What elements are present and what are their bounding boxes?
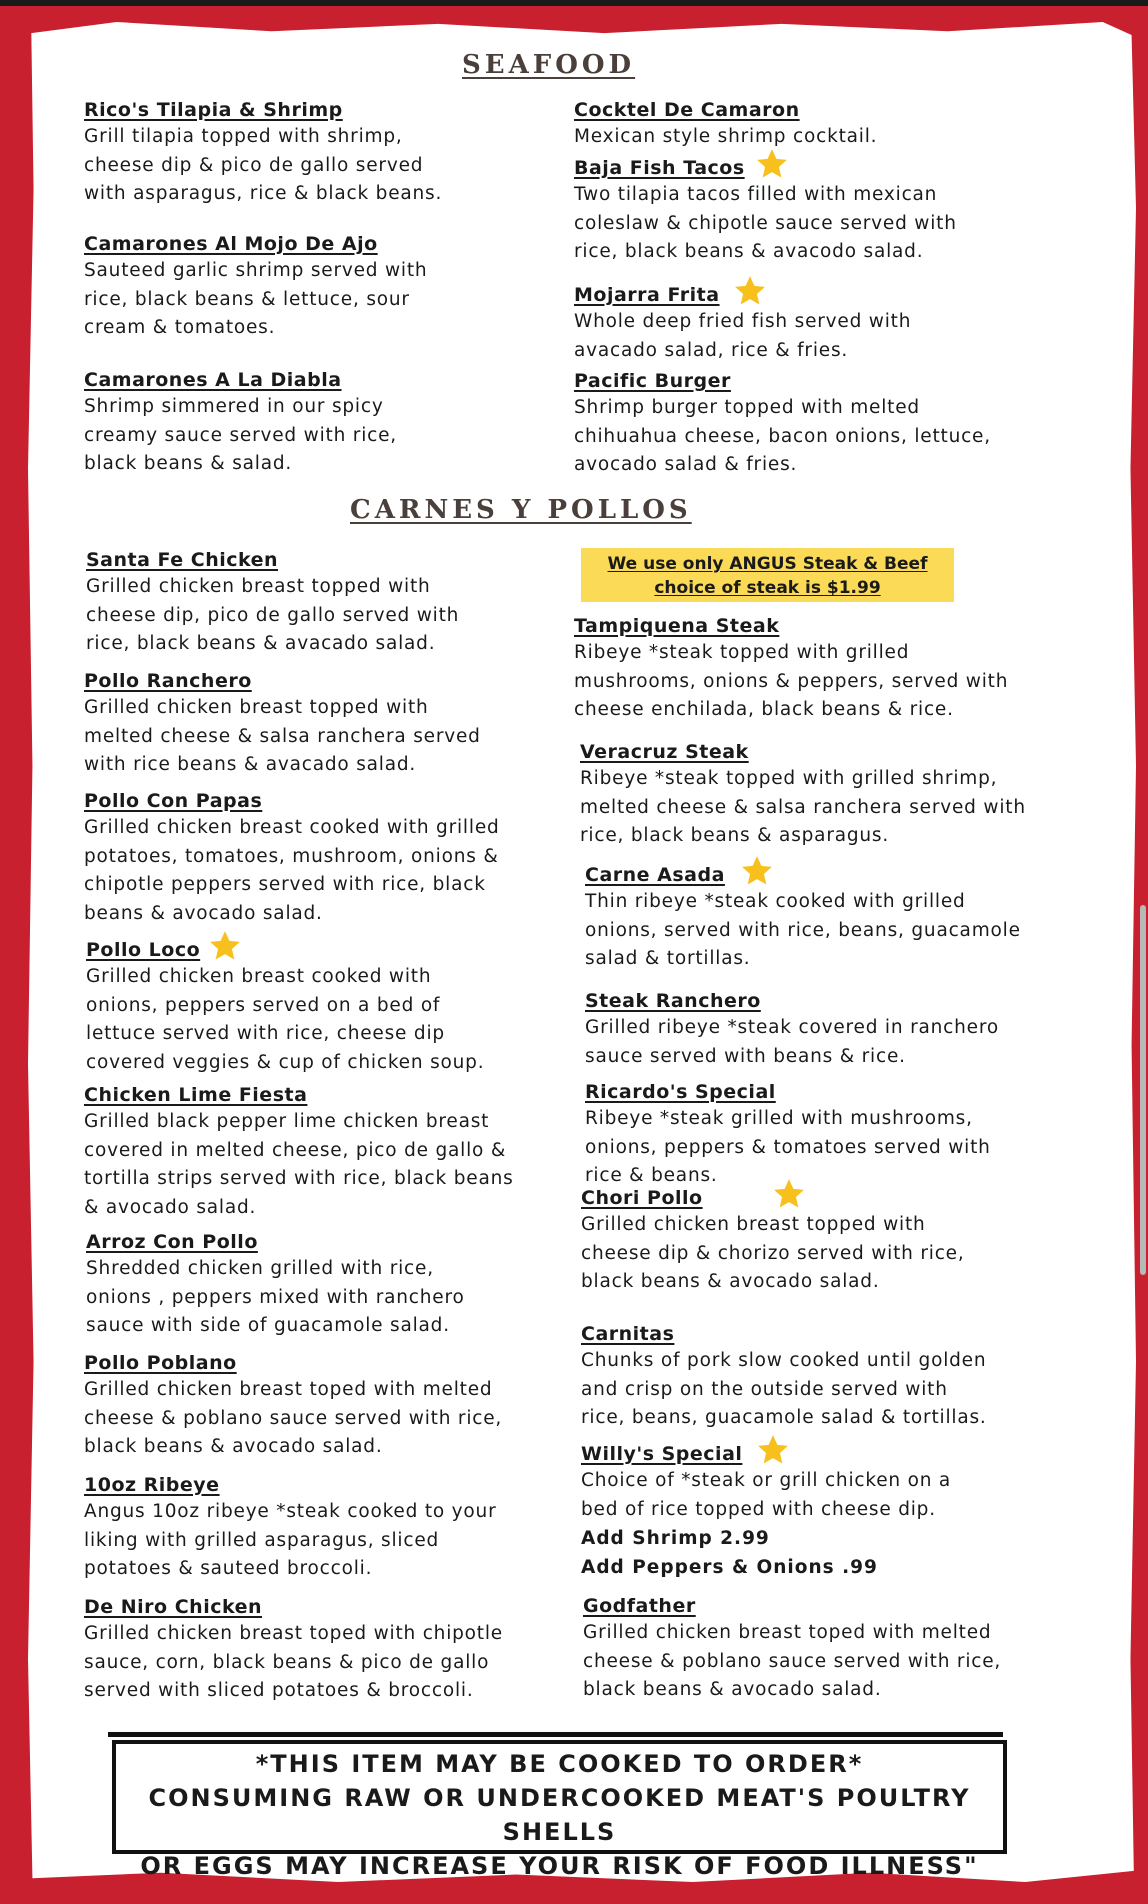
menu-item-description: black beans & avocado salad. — [583, 1679, 882, 1700]
menu-item-description: creamy sauce served with rice, — [84, 424, 397, 446]
menu-item-steak-ranchero — [585, 988, 1065, 1071]
menu-item-title: Steak Ranchero — [585, 990, 761, 1012]
section-title-carnes-y-pollos: CARNES Y POLLOS — [350, 495, 692, 525]
menu-item-title: Pollo Con Papas — [84, 790, 263, 812]
scrollbar[interactable] — [1140, 905, 1146, 1275]
menu-item-description: Chunks of pork slow cooked until golden — [581, 1350, 987, 1371]
menu-item-description: rice, beans, guacamole salad & tortillas. — [581, 1407, 987, 1428]
angus-steak-notice — [581, 548, 954, 602]
menu-item-description: Sauteed garlic shrimp served with — [84, 260, 428, 281]
menu-item-mojarra-frita — [574, 282, 1054, 365]
menu-item-title: 10oz Ribeye — [84, 1474, 220, 1496]
menu-item-description: Ribeye *steak grilled with mushrooms, — [585, 1108, 973, 1129]
menu-item-description: Shrimp simmered in our spicy — [84, 396, 384, 417]
star-icon — [740, 854, 774, 888]
menu-item-carne-asada — [585, 862, 1065, 974]
menu-item-description: Grilled chicken breast toped with melted — [583, 1622, 992, 1643]
menu-item-description: cream & tomatoes. — [84, 317, 276, 338]
star-icon — [772, 1177, 806, 1211]
menu-item-title: Chori Pollo — [581, 1187, 703, 1209]
menu-item-pollo-con-papas — [84, 788, 564, 928]
menu-item-godfather — [583, 1593, 1063, 1705]
menu-item-description: cheese & poblano sauce served with rice, — [84, 1407, 503, 1429]
menu-item-title: Willy's Special — [581, 1443, 743, 1465]
menu-item-description: Grilled chicken breast topped with — [86, 576, 431, 597]
menu-item-description: sauce with side of guacamole salad. — [86, 1315, 450, 1336]
star-icon — [756, 1433, 790, 1467]
menu-item-veracruz-steak — [580, 739, 1060, 851]
menu-item-title: Ricardo's Special — [585, 1081, 776, 1103]
section-title-seafood: SEAFOOD — [462, 50, 636, 80]
menu-item-description: potatoes, tomatoes, mushroom, onions & — [84, 845, 499, 867]
menu-item-description: onions, served with rice, beans, guacamole — [585, 919, 1021, 941]
menu-item-description: cheese & poblano sauce served with rice, — [583, 1650, 1002, 1672]
star-icon — [208, 929, 242, 963]
menu-item-camarones-a-la-diabla — [84, 367, 564, 479]
menu-item-title: Pollo Loco — [86, 939, 201, 961]
menu-item-description: mushrooms, onions & peppers, served with — [574, 670, 1009, 692]
menu-item-title: Veracruz Steak — [580, 741, 749, 763]
menu-item-description: Grilled chicken breast toped with melted — [84, 1379, 493, 1400]
menu-item-title: Pollo Poblano — [84, 1352, 237, 1374]
menu-item-carnitas — [581, 1321, 1061, 1433]
menu-item-description: Grilled chicken breast topped with — [84, 697, 429, 718]
menu-item-description: Grill tilapia topped with shrimp, — [84, 126, 403, 147]
menu-item-camarones-al-mojo-de-ajo — [84, 231, 564, 343]
warning-top-rule — [108, 1732, 1003, 1737]
menu-item-description: Ribeye *steak topped with grilled — [574, 642, 910, 663]
warning-line: CONSUMING RAW OR UNDERCOOKED MEAT'S POULTRY SHELLS — [148, 1784, 971, 1846]
menu-item-description: Grilled ribeye *steak covered in ranchero — [585, 1017, 999, 1038]
menu-item-description: served with sliced potatoes & broccoli. — [84, 1680, 474, 1701]
menu-item-title: Pollo Ranchero — [84, 670, 252, 692]
top-edge — [0, 0, 1148, 6]
menu-item-pollo-ranchero — [84, 668, 564, 780]
menu-item-title: De Niro Chicken — [84, 1596, 263, 1618]
menu-item-description: onions, peppers served on a bed of — [86, 994, 441, 1016]
warning-line: OR EGGS MAY INCREASE YOUR RISK OF FOOD ILLNESS" — [140, 1852, 979, 1880]
menu-item-description: Ribeye *steak topped with grilled shrimp, — [580, 768, 998, 789]
menu-item-santa-fe-chicken — [86, 547, 566, 659]
menu-item-description: melted cheese & salsa ranchera served — [84, 725, 481, 747]
menu-item-title: Arroz Con Pollo — [86, 1231, 258, 1253]
menu-item-description: chihuahua cheese, bacon onions, lettuce, — [574, 425, 991, 447]
menu-item-10oz-ribeye — [84, 1472, 564, 1584]
menu-item-title: Rico's Tilapia & Shrimp — [84, 99, 343, 121]
menu-item-description: & avocado salad. — [84, 1196, 257, 1218]
menu-item-ricardo-s-special — [585, 1079, 1065, 1191]
menu-item-description: cheese dip & chorizo served with rice, — [581, 1242, 965, 1264]
menu-item-description: Mexican style shrimp cocktail. — [574, 126, 878, 147]
menu-item-title: Chicken Lime Fiesta — [84, 1084, 308, 1106]
food-safety-warning — [112, 1740, 1007, 1880]
menu-item-description: liking with grilled asparagus, sliced — [84, 1529, 440, 1551]
menu-item-description: Two tilapia tacos filled with mexican — [574, 184, 938, 205]
menu-item-description: covered in melted cheese, pico de gallo & — [84, 1139, 507, 1161]
menu-item-title: Camarones A La Diabla — [84, 369, 342, 391]
menu-item-arroz-con-pollo — [86, 1229, 566, 1341]
menu-item-description: cheese enchilada, black beans & rice. — [574, 699, 954, 720]
star-icon — [755, 147, 789, 181]
menu-item-description: onions , peppers mixed with ranchero — [86, 1286, 465, 1308]
menu-item-description: with asparagus, rice & black beans. — [84, 183, 443, 204]
menu-item-description: potatoes & sauteed broccoli. — [84, 1558, 373, 1579]
menu-item-title: Camarones Al Mojo De Ajo — [84, 233, 378, 255]
menu-item-description: Shrimp burger topped with melted — [574, 397, 920, 418]
menu-item-description: Grilled chicken breast cooked with grilled — [84, 817, 500, 838]
menu-item-description: black beans & avocado salad. — [84, 1436, 383, 1457]
menu-item-chori-pollo — [581, 1185, 1061, 1297]
menu-item-description: avocado salad & fries. — [574, 454, 798, 475]
menu-item-description: black beans & avocado salad. — [581, 1271, 880, 1292]
menu-item-description: covered veggies & cup of chicken soup. — [86, 1051, 485, 1073]
menu-item-description: Grilled chicken breast toped with chipotle — [84, 1623, 503, 1644]
notice-line: We use only ANGUS Steak & Beef — [607, 554, 928, 574]
menu-item-description: sauce, corn, black beans & pico de gallo — [84, 1651, 490, 1673]
menu-item-tampiquena-steak — [574, 613, 1054, 725]
menu-item-title: Pacific Burger — [574, 370, 731, 392]
menu-item-title: Carne Asada — [585, 864, 725, 886]
menu-item-pollo-poblano — [84, 1350, 564, 1462]
menu-item-description: bed of rice topped with cheese dip. — [581, 1498, 936, 1520]
menu-item-description: rice, black beans & lettuce, sour — [84, 288, 410, 310]
menu-item-title: Carnitas — [581, 1323, 675, 1345]
menu-item-description: avacado salad, rice & fries. — [574, 339, 849, 361]
menu-item-description: black beans & salad. — [84, 453, 293, 474]
menu-item-de-niro-chicken — [84, 1594, 564, 1706]
menu-item-description: Grilled black pepper lime chicken breast — [84, 1111, 490, 1132]
menu-item-description: coleslaw & chipotle sauce served with — [574, 212, 957, 234]
warning-line: *THIS ITEM MAY BE COOKED TO ORDER* — [255, 1750, 864, 1778]
menu-item-description: Choice of *steak or grill chicken on a — [581, 1470, 952, 1491]
menu-item-description: Whole deep fried fish served with — [574, 311, 912, 332]
menu-item-title: Mojarra Frita — [574, 284, 720, 306]
menu-item-description: rice, black beans & avacado salad. — [86, 633, 436, 654]
menu-item-description: tortilla strips served with rice, black beans — [84, 1168, 514, 1189]
menu-item-title: Cocktel De Camaron — [574, 99, 800, 121]
menu-item-title: Tampiquena Steak — [574, 615, 780, 637]
menu-item-description: rice, black beans & avacodo salad. — [574, 241, 924, 262]
menu-item-title: Baja Fish Tacos — [574, 157, 745, 179]
menu-item-description: beans & avocado salad. — [84, 902, 323, 924]
menu-item-description: lettuce served with rice, cheese dip — [86, 1023, 445, 1044]
menu-item-description: cheese dip, pico de gallo served with — [86, 604, 460, 626]
menu-item-addon: Add Peppers & Onions .99 — [581, 1557, 878, 1578]
menu-item-description: Grilled chicken breast topped with — [581, 1214, 926, 1235]
menu-item-cocktel-de-camaron — [574, 97, 1054, 152]
menu-item-description: salad & tortillas. — [585, 948, 751, 969]
menu-item-title: Santa Fe Chicken — [86, 549, 279, 571]
notice-line: choice of steak is $1.99 — [654, 578, 881, 598]
menu-item-pollo-loco — [86, 937, 566, 1077]
menu-item-title: Godfather — [583, 1595, 696, 1617]
menu-item-description: Shredded chicken grilled with rice, — [86, 1258, 434, 1279]
menu-item-description: chipotle peppers served with rice, black — [84, 874, 486, 895]
menu-item-addon: Add Shrimp 2.99 — [581, 1528, 770, 1549]
menu-item-pacific-burger — [574, 368, 1054, 480]
menu-item-description: melted cheese & salsa ranchera served with — [580, 796, 1026, 818]
menu-item-description: onions, peppers & tomatoes served with — [585, 1136, 991, 1158]
menu-item-willy-s-special — [581, 1441, 1061, 1582]
menu-item-description: Grilled chicken breast cooked with — [86, 966, 432, 987]
menu-item-description: rice & beans. — [585, 1165, 718, 1186]
menu-item-description: cheese dip & pico de gallo served — [84, 154, 424, 176]
menu-item-rico-s-tilapia-shrimp — [84, 97, 564, 209]
menu-item-chicken-lime-fiesta — [84, 1082, 564, 1222]
menu-item-description: and crisp on the outside served with — [581, 1378, 948, 1400]
menu-item-description: rice, black beans & asparagus. — [580, 825, 890, 846]
menu-item-description: sauce served with beans & rice. — [585, 1045, 906, 1067]
menu-item-description: Angus 10oz ribeye *steak cooked to your — [84, 1501, 497, 1522]
menu-item-baja-fish-tacos — [574, 155, 1054, 267]
menu-item-description: Thin ribeye *steak cooked with grilled — [585, 891, 966, 912]
star-icon — [733, 274, 767, 308]
menu-item-description: with rice beans & avacado salad. — [84, 754, 417, 775]
